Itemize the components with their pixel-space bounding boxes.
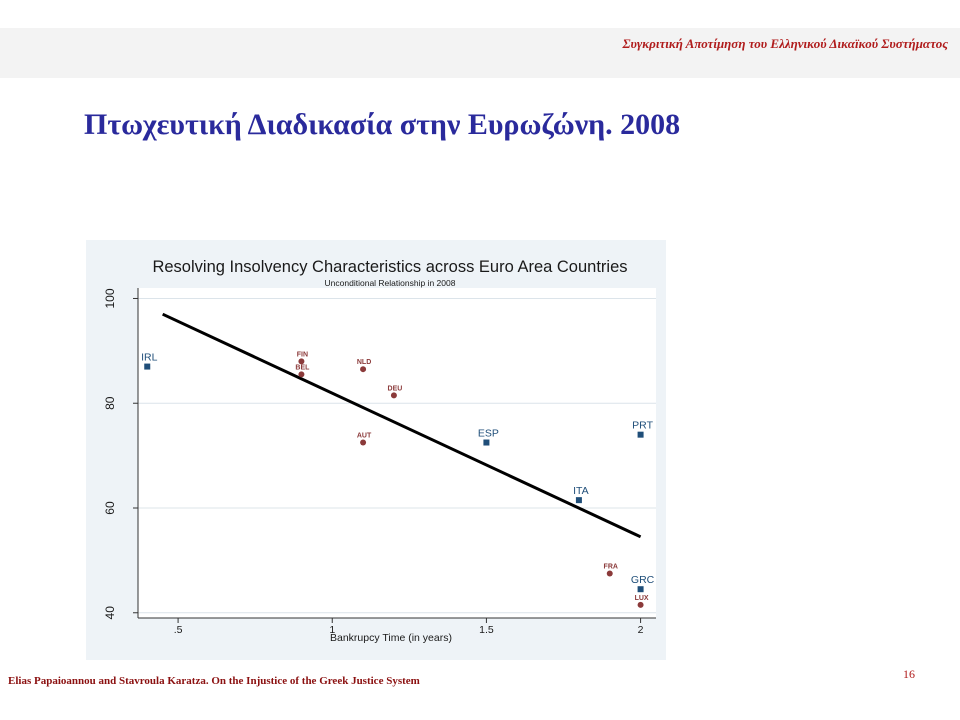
footer-credit: Elias Papaioannou and Stavroula Karatza. On the Injustice of the Greek Justice System [8, 675, 420, 687]
data-point [360, 440, 366, 446]
data-label: FRA [603, 563, 618, 571]
chart-subtitle: Unconditional Relationship in 2008 [324, 278, 456, 288]
chart-title: Resolving Insolvency Characteristics across Euro Area Countries [152, 258, 628, 276]
data-point [576, 497, 582, 503]
x-axis-label: Bankrupcy Time (in years) [330, 632, 452, 644]
data-label: NLD [356, 359, 372, 367]
x-tick-label: 1 [329, 624, 336, 636]
data-point [607, 570, 613, 576]
y-tick-label: 100 [103, 288, 117, 309]
slide-header: Συγκριτική Αποτίμηση του Ελληνικού Δικαϊκού Συστήματος [622, 36, 948, 51]
y-tick-label: 40 [103, 606, 117, 620]
data-point [638, 432, 644, 438]
scatter-chart [86, 240, 666, 660]
slide-title: Πτωχευτική Διαδικασία στην Ευρωζώνη. 2008 [84, 108, 681, 141]
data-point [144, 364, 150, 370]
x-tick-label: .5 [173, 624, 183, 636]
data-label: PRT [632, 419, 653, 432]
page-number: 16 [903, 667, 915, 681]
data-label: ITA [573, 485, 589, 498]
data-label: GRC [630, 574, 655, 587]
data-point [298, 358, 304, 364]
y-tick-label: 80 [103, 396, 117, 410]
data-point [298, 371, 304, 377]
data-label: IRL [141, 351, 158, 364]
x-tick-label: 2 [637, 624, 644, 636]
x-tick-label: 1.5 [479, 624, 494, 636]
data-point [391, 392, 397, 398]
chart-panel [86, 240, 666, 660]
data-point [638, 586, 644, 592]
data-label: FIN [296, 351, 309, 359]
data-label: AUT [356, 432, 372, 440]
data-point [360, 366, 366, 372]
data-point [483, 440, 489, 446]
data-label: BEL [295, 364, 310, 372]
top-band [0, 0, 960, 28]
data-label: ESP [477, 427, 499, 440]
data-point [638, 602, 644, 608]
y-tick-label: 60 [103, 501, 117, 515]
data-label: DEU [387, 385, 403, 393]
data-label: LUX [634, 594, 649, 602]
